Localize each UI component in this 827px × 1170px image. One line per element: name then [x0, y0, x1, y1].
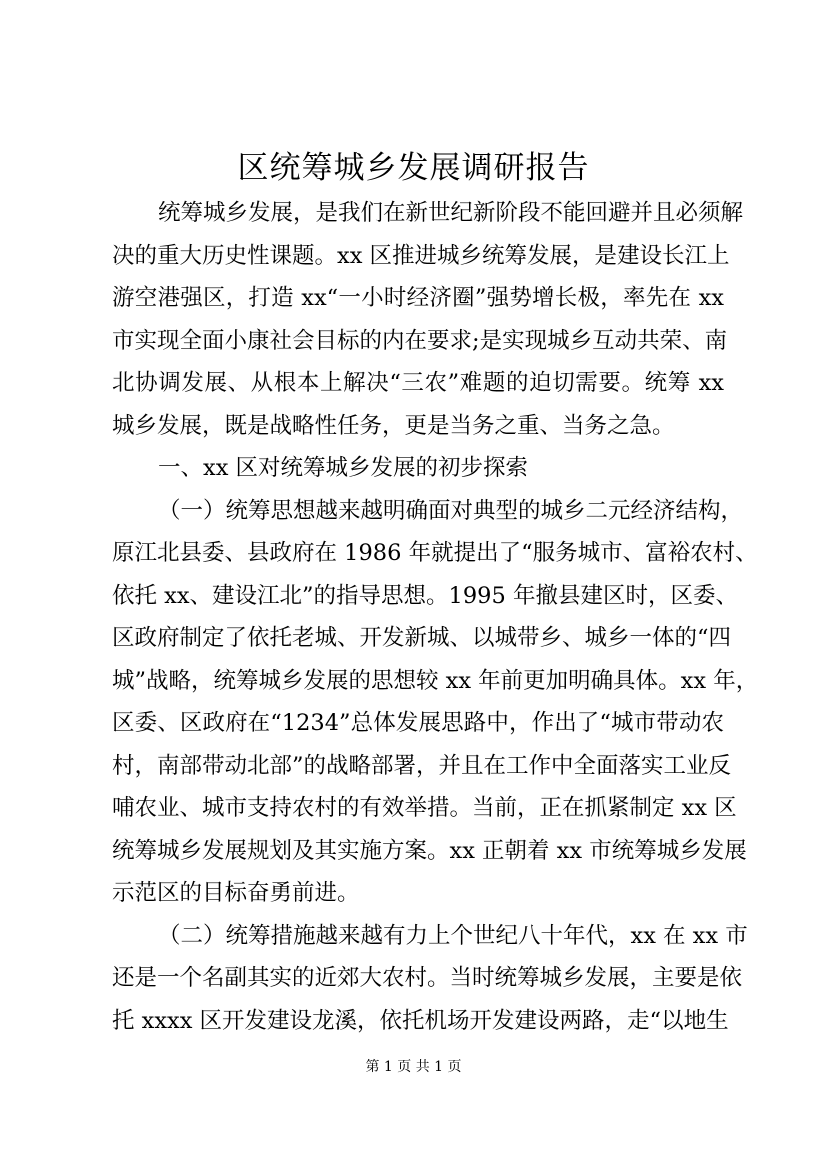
page-number-footer: 第 1 页 共 1 页: [365, 1059, 462, 1075]
paragraph-line: 示范区的目标奋勇前进。: [112, 880, 360, 906]
paragraph-line: 哺农业、城市支持农村的有效举措。当前，正在抓紧制定 xx 区: [112, 795, 737, 821]
paragraph-line: 原江北县委、县政府在 1986 年就提出了“服务城市、富裕农村、: [112, 540, 758, 566]
paragraph-line: 村，南部带动北部”的战略部署，并且在工作中全面落实工业反: [112, 752, 732, 779]
document-body: [112, 192, 759, 1042]
paragraph-line: 决的重大历史性课题。xx 区推进城乡统筹发展，是建设长江上: [112, 242, 730, 269]
paragraph-line: 统筹城乡发展规划及其实施方案。xx 正朝着 xx 市统筹城乡发展: [112, 837, 747, 864]
paragraph-line: 城乡发展，既是战略性任务，更是当务之重、当务之急。: [112, 412, 675, 439]
paragraph-line: 还是一个名副其实的近郊大农村。当时统筹城乡发展，主要是依: [112, 965, 743, 991]
paragraph-line: （一）统筹思想越来越明确面对典型的城乡二元经济结构，: [158, 497, 744, 524]
paragraph-line: 游空港强区，打造 xx“一小时经济圈”强势增长极，率先在 xx: [112, 285, 724, 311]
paragraph-line: 统筹城乡发展，是我们在新世纪新阶段不能回避并且必须解: [158, 200, 744, 226]
paragraph-line: 城”战略，统筹城乡发展的思想较 xx 年前更加明确具体。xx 年，: [112, 667, 759, 694]
paragraph-line: 区政府制定了依托老城、开发新城、以城带乡、城乡一体的“四: [112, 625, 732, 651]
paragraph-line: 区委、区政府在“1234”总体发展思路中，作出了“城市带动农: [112, 710, 724, 736]
section-heading: 一、xx 区对统筹城乡发展的初步探索: [158, 455, 529, 481]
paragraph-line: 北协调发展、从根本上解决“三农”难题的迫切需要。统筹 xx: [112, 370, 724, 396]
paragraph-line: 依托 xx、建设江北”的指导思想。1995 年撤县建区时，区委、: [112, 582, 738, 609]
paragraph-line: 托 xxxx 区开发建设龙溪，依托机场开发建设两路，走“以地生: [112, 1007, 729, 1034]
paragraph-line: 市实现全面小康社会目标的内在要求;是实现城乡互动共荣、南: [112, 327, 728, 354]
document-title: 区统筹城乡发展调研报告: [237, 150, 590, 186]
paragraph-line: （二）统筹措施越来越有力上个世纪八十年代，xx 在 xx 市: [158, 922, 748, 949]
